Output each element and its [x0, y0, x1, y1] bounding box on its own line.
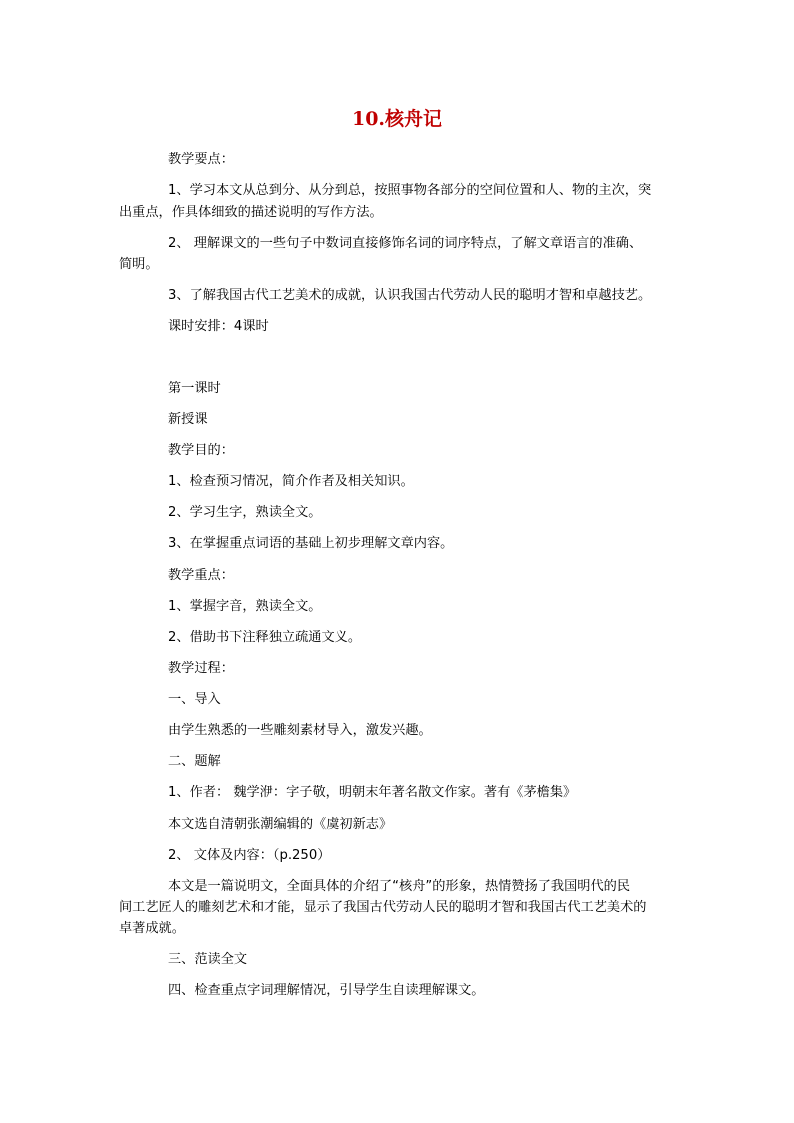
objective-3: 3、在掌握重点词语的基础上初步理解文章内容。 — [168, 536, 454, 551]
point-1-line-2: 出重点，作具体细致的描述说明的写作方法。 — [119, 205, 383, 220]
summary-line-3: 卓著成就。 — [119, 921, 185, 936]
point-3: 3、了解我国古代工艺美术的成就，认识我国古代劳动人民的聪明才智和卓越技艺。 — [168, 288, 652, 303]
source-info: 本文选自清朝张潮编辑的《虞初新志》 — [168, 817, 393, 832]
section-vocabulary-check: 四、检查重点字词理解情况，引导学生自读理解课文。 — [168, 983, 485, 998]
intro-text: 由学生熟悉的一些雕刻素材导入，激发兴趣。 — [168, 723, 432, 738]
summary-line-1: 本文是一篇说明文，全面具体的介绍了“核舟”的形象，热情赞扬了我国明代的民 — [168, 879, 631, 894]
objective-1: 1、检查预习情况，简介作者及相关知识。 — [168, 474, 414, 489]
heading-key-points: 教学重点： — [168, 568, 234, 583]
heading-objectives: 教学目的： — [168, 443, 234, 458]
point-2-line-1: 2、 理解课文的一些句子中数词直接修饰名词的词序特点，了解文章语言的准确、 — [168, 236, 643, 251]
point-2-line-2: 简明。 — [119, 257, 159, 272]
key-point-1: 1、掌握字音，熟读全文。 — [168, 599, 322, 614]
lesson-type: 新授课 — [168, 412, 208, 427]
author-info: 1、作者： 魏学洢：字子敬，明朝末年著名散文作家。著有《茅檐集》 — [168, 785, 577, 800]
genre-content-heading: 2、 文体及内容：（p.250） — [168, 848, 331, 863]
heading-teaching-points: 教学要点： — [168, 152, 234, 167]
page-title: 10.核舟记 — [351, 108, 443, 130]
objective-2: 2、学习生字，熟读全文。 — [168, 505, 322, 520]
section-title-explanation: 二、题解 — [168, 754, 221, 769]
summary-line-2: 间工艺匠人的雕刻艺术和才能，显示了我国古代劳动人民的聪明才智和我国古代工艺美术的 — [119, 900, 647, 915]
section-model-reading: 三、范读全文 — [168, 952, 248, 967]
class-hours: 课时安排：4课时 — [168, 319, 269, 334]
section-intro: 一、导入 — [168, 692, 221, 707]
point-1-line-1: 1、学习本文从总到分、从分到总，按照事物各部分的空间位置和人、物的主次，突 — [168, 183, 652, 198]
lesson-heading: 第一课时 — [168, 381, 221, 396]
key-point-2: 2、借助书下注释独立疏通文义。 — [168, 630, 362, 645]
heading-process: 教学过程： — [168, 661, 234, 676]
